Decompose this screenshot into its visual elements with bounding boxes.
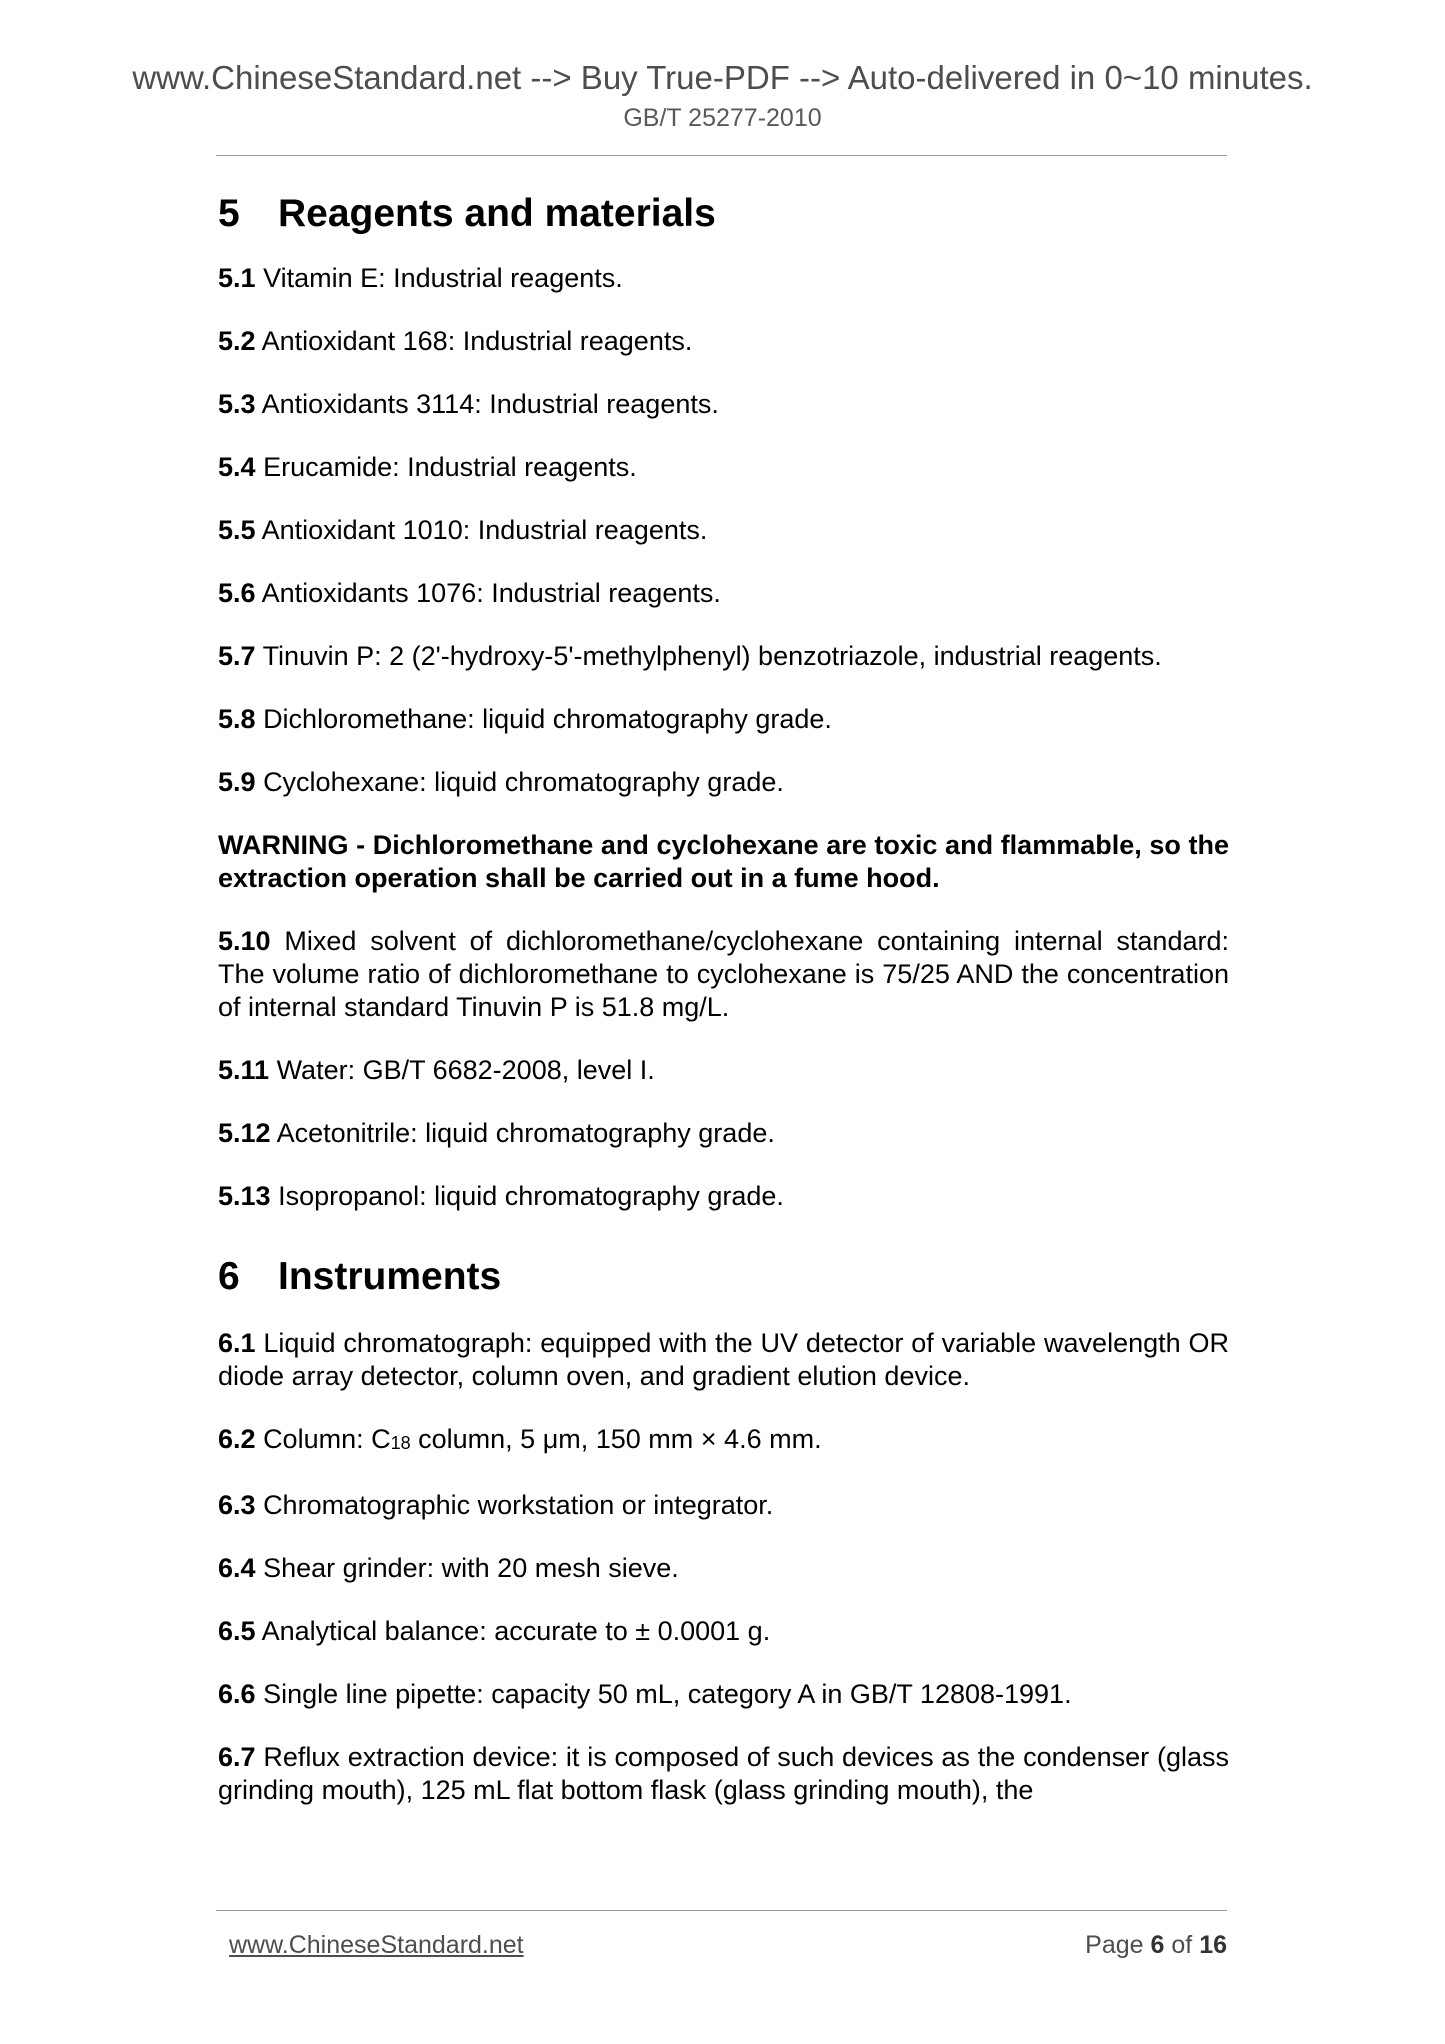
clause-number: 5.9 (218, 767, 256, 797)
page-total: 16 (1199, 1931, 1227, 1959)
clause-text: Antioxidant 1010: Industrial reagents. (261, 515, 708, 545)
clause-number: 5.3 (218, 389, 256, 419)
clause-number: 5.12 (218, 1118, 271, 1148)
clause-text: Single line pipette: capacity 50 mL, category A in GB/T 12808-1991. (263, 1679, 1072, 1709)
list-item (218, 1678, 1229, 1711)
standard-number: GB/T 25277-2010 (623, 104, 822, 132)
list-item (218, 1423, 1229, 1459)
header-divider (216, 155, 1227, 156)
page-current: 6 (1150, 1931, 1165, 1959)
clause-number: 5.13 (218, 1181, 271, 1211)
clause-text: Vitamin E: Industrial reagents. (263, 263, 623, 293)
list-item (218, 1054, 1229, 1087)
clause-number: 5.7 (218, 641, 256, 671)
list-item (218, 325, 1229, 358)
clause-number: 6.6 (218, 1679, 256, 1709)
clause-text (263, 1424, 822, 1454)
list-item (218, 703, 1229, 736)
footer-divider (216, 1910, 1227, 1911)
clause-text: Analytical balance: accurate to ± 0.0001 g. (261, 1616, 771, 1646)
clause-text: Reflux extraction device: it is composed of such devices as the condenser (glass grinding mouth), 125 mL flat bottom flask (glass grinding mouth), the (218, 1742, 1229, 1805)
clause-text: Antioxidants 3114: Industrial reagents. (261, 389, 719, 419)
section-number: 6 (218, 1255, 240, 1298)
list-item (218, 766, 1229, 799)
clause-text: Acetonitrile: liquid chromatography grade. (276, 1118, 775, 1148)
page-of: of (1171, 1931, 1193, 1959)
list-item (218, 1327, 1229, 1393)
list-item (218, 640, 1229, 673)
list-item (218, 1117, 1229, 1150)
warning-note: WARNING - Dichloromethane and cyclohexane are toxic and flammable, so the extraction operation shall be carried out in a fume hood. (218, 830, 1229, 893)
list-item (218, 1180, 1229, 1213)
list-item (218, 451, 1229, 484)
section-6-heading (218, 1253, 1229, 1301)
clause-number: 6.4 (218, 1553, 256, 1583)
subscript: 18 (390, 1433, 411, 1453)
page-label: Page (1085, 1931, 1144, 1959)
list-item (218, 1489, 1229, 1522)
clause-number: 6.5 (218, 1616, 256, 1646)
list-item (218, 514, 1229, 547)
page-indicator (1085, 1929, 1227, 1961)
clause-text: Mixed solvent of dichloromethane/cyclohexane containing internal standard: The volume ratio of dichloromethane to cyclohexane is 75/25 AND the concentration of internal standard Tinuvin P is 51.8 mg/L. (218, 926, 1229, 1022)
clause-text: Antioxidant 168: Industrial reagents. (261, 326, 693, 356)
list-item (218, 925, 1229, 1024)
clause-text: Chromatographic workstation or integrator. (263, 1490, 774, 1520)
clause-number: 5.1 (218, 263, 256, 293)
section-number: 5 (218, 192, 240, 235)
clause-text: Tinuvin P: 2 (2'-hydroxy-5'-methylphenyl) benzotriazole, industrial reagents. (262, 641, 1162, 671)
clause-text: Liquid chromatograph: equipped with the UV detector of variable wavelength OR diode array detector, column oven, and gradient elution device. (218, 1328, 1229, 1391)
list-item (218, 388, 1229, 421)
section-title: Instruments (278, 1255, 502, 1298)
list-item (218, 1741, 1229, 1807)
clause-number: 5.5 (218, 515, 256, 545)
section-5-heading (218, 190, 1229, 238)
clause-number: 5.8 (218, 704, 256, 734)
clause-number: 6.7 (218, 1742, 256, 1772)
footer-website-link[interactable]: www.ChineseStandard.net (229, 1931, 524, 1959)
clause-text-prefix: Column: C (263, 1424, 391, 1454)
clause-text: Antioxidants 1076: Industrial reagents. (261, 578, 721, 608)
section-title: Reagents and materials (278, 192, 716, 235)
clause-number: 5.10 (218, 926, 271, 956)
header-banner: www.ChineseStandard.net --> Buy True-PDF --> Auto-delivered in 0~10 minutes. (132, 59, 1313, 96)
list-item (218, 262, 1229, 295)
clause-number: 6.3 (218, 1490, 256, 1520)
page-content (218, 190, 1229, 1807)
list-item (218, 1615, 1229, 1648)
clause-text: Shear grinder: with 20 mesh sieve. (263, 1553, 679, 1583)
list-item (218, 1552, 1229, 1585)
clause-number: 5.11 (218, 1055, 270, 1085)
clause-number: 5.6 (218, 578, 256, 608)
clause-number: 6.2 (218, 1424, 256, 1454)
clause-text: Isopropanol: liquid chromatography grade. (278, 1181, 784, 1211)
clause-text: Water: GB/T 6682-2008, level I. (276, 1055, 655, 1085)
list-item (218, 577, 1229, 610)
clause-number: 5.4 (218, 452, 256, 482)
clause-text: Erucamide: Industrial reagents. (263, 452, 637, 482)
clause-text: Cyclohexane: liquid chromatography grade. (263, 767, 784, 797)
clause-text: Dichloromethane: liquid chromatography grade. (263, 704, 832, 734)
clause-number: 6.1 (218, 1328, 256, 1358)
clause-number: 5.2 (218, 326, 256, 356)
clause-text-suffix: column, 5 μm, 150 mm × 4.6 mm. (410, 1424, 822, 1454)
